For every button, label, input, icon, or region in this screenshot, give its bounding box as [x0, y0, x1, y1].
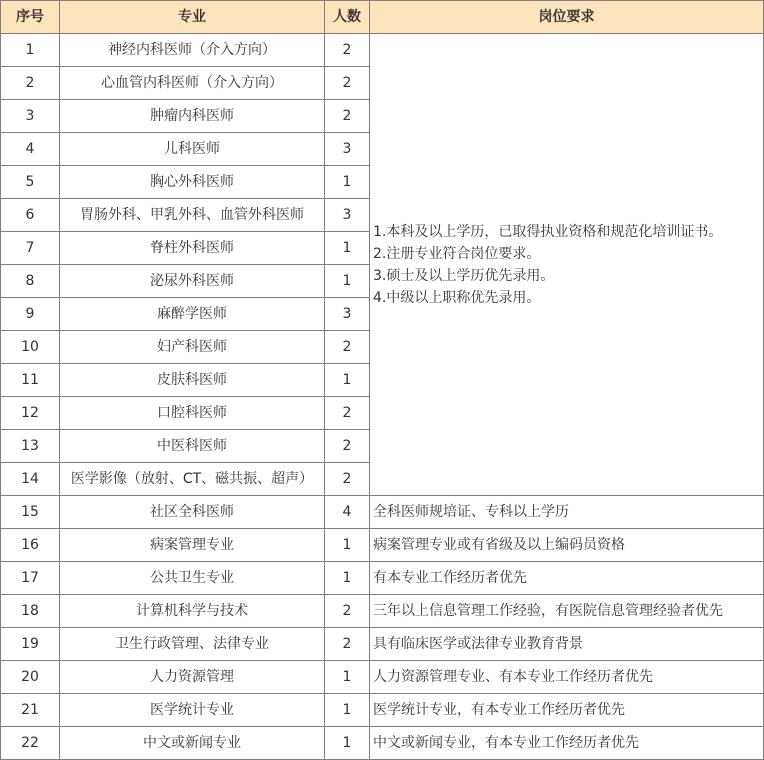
row-no: 7 — [1, 232, 60, 265]
row-no: 5 — [1, 166, 60, 199]
row-count: 2 — [325, 34, 370, 67]
row-count: 2 — [325, 397, 370, 430]
table-row — [1, 529, 764, 562]
row-major: 医学影像（放射、CT、磁共振、超声） — [60, 463, 325, 496]
row-major: 神经内科医师（介入方向） — [60, 34, 325, 67]
header-count: 人数 — [325, 1, 370, 34]
row-count: 3 — [325, 199, 370, 232]
row-no: 9 — [1, 298, 60, 331]
row-major: 公共卫生专业 — [60, 562, 325, 595]
shared-requirements-cell — [370, 34, 764, 496]
table-row — [1, 34, 764, 67]
row-requirement: 人力资源管理专业、有本专业工作经历者优先 — [370, 661, 764, 694]
row-count: 1 — [325, 364, 370, 397]
row-no: 12 — [1, 397, 60, 430]
row-no: 4 — [1, 133, 60, 166]
row-no: 8 — [1, 265, 60, 298]
row-no: 17 — [1, 562, 60, 595]
row-count: 1 — [325, 562, 370, 595]
row-no: 6 — [1, 199, 60, 232]
row-major: 社区全科医师 — [60, 496, 325, 529]
requirement-line: 2.注册专业符合岗位要求。 — [373, 245, 541, 262]
row-no: 10 — [1, 331, 60, 364]
row-count: 2 — [325, 430, 370, 463]
row-major: 胸心外科医师 — [60, 166, 325, 199]
row-count: 2 — [325, 67, 370, 100]
row-requirement: 具有临床医学或法律专业教育背景 — [370, 628, 764, 661]
row-count: 1 — [325, 727, 370, 760]
table-row — [1, 595, 764, 628]
row-major: 人力资源管理 — [60, 661, 325, 694]
row-no: 21 — [1, 694, 60, 727]
row-no: 11 — [1, 364, 60, 397]
row-count: 2 — [325, 331, 370, 364]
row-major: 中文或新闻专业 — [60, 727, 325, 760]
row-count: 1 — [325, 661, 370, 694]
header-row — [1, 1, 764, 34]
header-major: 专业 — [60, 1, 325, 34]
row-requirement: 病案管理专业或有省级及以上编码员资格 — [370, 529, 764, 562]
row-count: 4 — [325, 496, 370, 529]
row-no: 13 — [1, 430, 60, 463]
row-requirement: 全科医师规培证、专科以上学历 — [370, 496, 764, 529]
row-count: 1 — [325, 232, 370, 265]
row-no: 18 — [1, 595, 60, 628]
row-requirement: 医学统计专业，有本专业工作经历者优先 — [370, 694, 764, 727]
row-major: 肿瘤内科医师 — [60, 100, 325, 133]
row-no: 16 — [1, 529, 60, 562]
row-major: 心血管内科医师（介入方向） — [60, 67, 325, 100]
row-major: 口腔科医师 — [60, 397, 325, 430]
table-row — [1, 628, 764, 661]
requirement-line: 1.本科及以上学历，已取得执业资格和规范化培训证书。 — [373, 223, 723, 240]
row-requirement: 有本专业工作经历者优先 — [370, 562, 764, 595]
row-count: 1 — [325, 166, 370, 199]
row-major: 医学统计专业 — [60, 694, 325, 727]
row-count: 1 — [325, 694, 370, 727]
row-no: 14 — [1, 463, 60, 496]
requirement-line: 3.硕士及以上学历优先录用。 — [373, 267, 555, 284]
table-row — [1, 496, 764, 529]
table-row — [1, 661, 764, 694]
row-count: 2 — [325, 628, 370, 661]
row-major: 脊柱外科医师 — [60, 232, 325, 265]
row-major: 卫生行政管理、法律专业 — [60, 628, 325, 661]
row-requirement: 中文或新闻专业，有本专业工作经历者优先 — [370, 727, 764, 760]
row-no: 20 — [1, 661, 60, 694]
row-no: 1 — [1, 34, 60, 67]
table-row — [1, 727, 764, 760]
requirement-line: 4.中级以上职称优先录用。 — [373, 289, 541, 306]
row-major: 麻醉学医师 — [60, 298, 325, 331]
row-major: 皮肤科医师 — [60, 364, 325, 397]
row-no: 22 — [1, 727, 60, 760]
row-count: 2 — [325, 100, 370, 133]
table-row — [1, 694, 764, 727]
row-no: 2 — [1, 67, 60, 100]
row-no: 15 — [1, 496, 60, 529]
row-count: 3 — [325, 133, 370, 166]
row-count: 2 — [325, 595, 370, 628]
row-major: 胃肠外科、甲乳外科、血管外科医师 — [60, 199, 325, 232]
row-count: 1 — [325, 265, 370, 298]
row-no: 3 — [1, 100, 60, 133]
row-major: 泌尿外科医师 — [60, 265, 325, 298]
row-major: 妇产科医师 — [60, 331, 325, 364]
row-major: 儿科医师 — [60, 133, 325, 166]
row-count: 3 — [325, 298, 370, 331]
table-row — [1, 562, 764, 595]
row-major: 计算机科学与技术 — [60, 595, 325, 628]
header-no: 序号 — [1, 1, 60, 34]
row-no: 19 — [1, 628, 60, 661]
row-major: 病案管理专业 — [60, 529, 325, 562]
header-requirements: 岗位要求 — [370, 1, 764, 34]
row-major: 中医科医师 — [60, 430, 325, 463]
row-requirement: 三年以上信息管理工作经验，有医院信息管理经验者优先 — [370, 595, 764, 628]
row-count: 2 — [325, 463, 370, 496]
row-count: 1 — [325, 529, 370, 562]
